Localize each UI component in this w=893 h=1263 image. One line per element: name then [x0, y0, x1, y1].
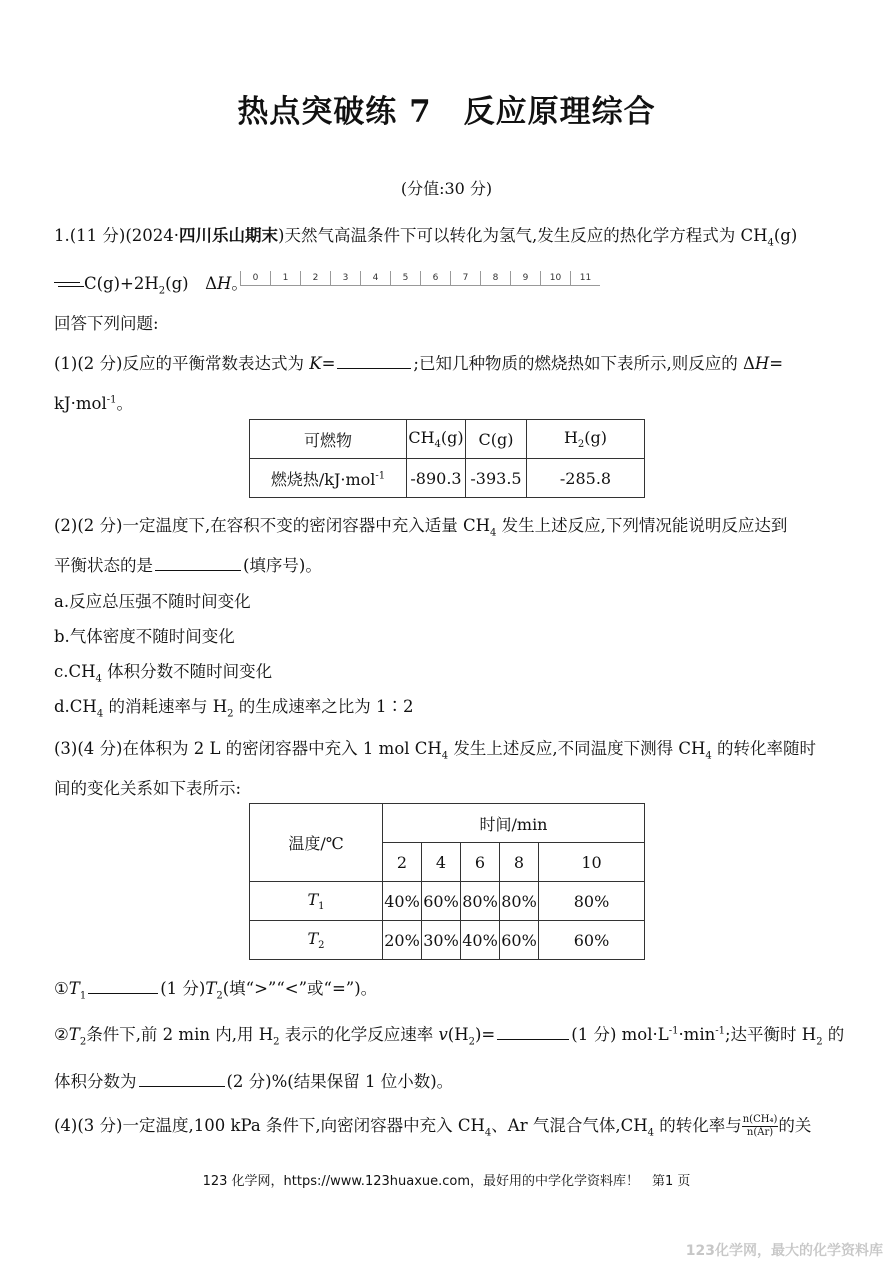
combustion-heat-table [249, 419, 645, 498]
part2-line2 [54, 552, 322, 576]
table1-header-h2: $H_2(g)$ [527, 420, 645, 459]
ruler-tick: 1 [270, 271, 300, 285]
p1-b: K [309, 354, 322, 373]
p1-e: H [754, 354, 770, 373]
ruler-tick: 5 [390, 271, 420, 285]
ruler-tick: 8 [480, 271, 510, 285]
p1-unit-a: kJ·mol [54, 394, 107, 413]
table2-time-header: 时间/min [383, 804, 645, 843]
ruler-tick: 2 [300, 271, 330, 285]
ruler-tick: 3 [330, 271, 360, 285]
answer-blank[interactable] [88, 992, 158, 994]
table2-time: 8 [500, 843, 539, 882]
table2-cell: 40% [461, 921, 500, 960]
table1-value: -890.3 [407, 459, 466, 498]
table2-time: 4 [422, 843, 461, 882]
table1-value: -393.5 [466, 459, 527, 498]
page-title: 热点突破练 7 反应原理综合 [237, 94, 656, 130]
table2-cell: 60% [539, 921, 645, 960]
table2-row-t2 [250, 921, 645, 960]
option-a: a.反应总压强不随时间变化 [54, 592, 251, 611]
p1-unit-b: -1 [106, 394, 117, 406]
ruler-tick: 6 [420, 271, 450, 285]
ruler-tick: 7 [450, 271, 480, 285]
eq-c: H [217, 274, 232, 293]
ruler [240, 271, 600, 286]
part1-unit [54, 390, 133, 414]
q1-stem: 1.(11 分)(2024·四川乐山期末)天然气高温条件下可以转化为氢气,发生反应的热化学方程式为 $CH_4(g)$ [54, 226, 798, 249]
page-footer: 123 化学网，https://www.123huaxue.com，最好用的中学化学资料库！ 第1 页 [202, 1174, 691, 1189]
table1-header-fuel: 可燃物 [250, 420, 407, 459]
subq1: $①T_1$ (1 分)$T_2$(填“>”“<”或“=”)。 [54, 979, 378, 1002]
option-b: b.气体密度不随时间变化 [54, 627, 235, 646]
table2-time: 10 [539, 843, 645, 882]
score-note: (分值:30 分) [400, 179, 493, 198]
q1-stem-a: 1.(11 分)(2024· [54, 226, 180, 245]
p1-a: (1)(2 分)反应的平衡常数表达式为 [54, 354, 310, 373]
table2-cell: 30% [422, 921, 461, 960]
q1-source: 四川乐山期末 [179, 226, 279, 245]
table2-row-label: $T_1$ [250, 882, 383, 921]
part3-line1: (3)(4 分)在体积为 2 L 的密闭容器中充入 1 mol $CH_4$ 发生上述反应,不同温度下测得 $CH_4$ 的转化率随时 [54, 739, 817, 762]
conversion-table [249, 803, 645, 960]
part4-line: (4)(3 分)一定温度,100 kPa 条件下,向密闭容器中充入 $CH_4$、Ar 气混合气体$,CH_4$ 的转化率与 $\frac{\text{n(CH₄)}}{n(Ar)}$ 的关 [54, 1114, 812, 1139]
answer-prompt: 回答下列问题: [54, 314, 159, 333]
p1-d: ;已知几种物质的燃烧热如下表所示,则反应的 Δ [413, 354, 755, 373]
eq-b: (g) Δ [165, 274, 218, 293]
p1-c: = [321, 354, 336, 373]
p1-unit-c: 。 [116, 394, 133, 413]
answer-blank[interactable] [155, 569, 241, 571]
ruler-tick: 11 [570, 271, 600, 285]
table2-cell: 80% [539, 882, 645, 921]
table2-cell: 60% [422, 882, 461, 921]
eq-d: 。 [231, 274, 248, 293]
ruler-tick: 0 [240, 271, 270, 285]
equilibrium-arrow-icon [54, 281, 84, 289]
watermark: 123化学网，最大的化学资料库 [685, 1243, 883, 1259]
table2-time: 2 [383, 843, 422, 882]
p1-f: = [769, 354, 784, 373]
subq2-line2: 体积分数为 (2 分)%(结果保留 1 位小数)。 [54, 1072, 454, 1091]
table1-value: -285.8 [527, 459, 645, 498]
table1-row-label: 燃烧热/kJ·mol$^{-1}$ [250, 459, 407, 498]
part1-line [54, 350, 783, 374]
q1-stem-d: (g) [773, 226, 798, 245]
table2-cell: 60% [500, 921, 539, 960]
table2-time: 6 [461, 843, 500, 882]
table1-header-c: C(g) [466, 420, 527, 459]
part2-line1: (2)(2 分)一定温度下,在容积不变的密闭容器中充入适量 $CH_4$ 发生上述反应,下列情况能说明反应达到 [54, 516, 788, 539]
p2-a: (2)(2 分)一定温度下,在容积不变的密闭容器中充入适量 CH [54, 516, 490, 535]
ruler-tick: 9 [510, 271, 540, 285]
p2-d: (填序号)。 [243, 556, 322, 575]
ratio-fraction: $\frac{\text{n(CH₄)}}{n(Ar)}$ [742, 1114, 778, 1138]
answer-blank[interactable] [337, 367, 411, 369]
ruler-tick: 10 [540, 271, 570, 285]
table2-cell: 40% [383, 882, 422, 921]
q1-stem-c: )天然气高温条件下可以转化为氢气,发生反应的热化学方程式为 CH [278, 226, 768, 245]
p2-b: 发生上述反应,下列情况能说明反应达到 [496, 516, 788, 535]
option-d: $d.CH_4$ 的消耗速率与 $H_2$ 的生成速率之比为 1∶2 [54, 697, 414, 720]
table2-row-label: $T_2$ [250, 921, 383, 960]
answer-blank[interactable] [497, 1038, 569, 1040]
table2-corner: 温度/℃ [250, 804, 383, 882]
q1-equation: $C(g)+2H_2(g)$ ΔH。 [54, 270, 248, 296]
p2-c: 平衡状态的是 [54, 556, 153, 575]
table1-header-ch4: $CH_4(g)$ [407, 420, 466, 459]
part3-line2: 间的变化关系如下表所示: [54, 779, 242, 798]
table2-cell: 80% [461, 882, 500, 921]
eq-a: C(g)+2H [84, 274, 159, 293]
table2-row-t1 [250, 882, 645, 921]
option-c: $c.CH_4$ 体积分数不随时间变化 [54, 662, 273, 685]
answer-blank[interactable] [139, 1085, 225, 1087]
ruler-tick: 4 [360, 271, 390, 285]
subq2-line1: $②T_2$条件下,前 2 min 内,用 $H_2$ 表示的化学反应速率 $v(H_2)= (1$ 分) $mol\cdot L^{-1}\cdot\min^{-1}$;达平衡时 $H_2$ 的 [54, 1025, 845, 1048]
table2-cell: 80% [500, 882, 539, 921]
table2-cell: 20% [383, 921, 422, 960]
